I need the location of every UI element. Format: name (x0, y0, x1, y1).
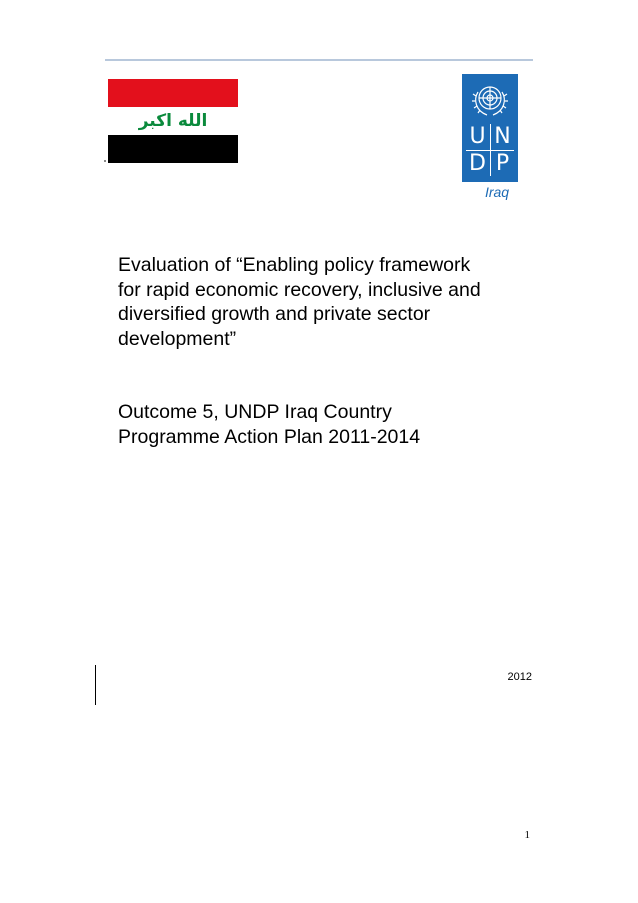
undp-letter-d: D (469, 151, 486, 176)
margin-bar (95, 665, 96, 705)
undp-letter-grid (466, 124, 514, 176)
document-subtitle: Outcome 5, UNDP Iraq Country Programme Action Plan 2011-2014 (118, 401, 421, 448)
publication-year: 2012 (507, 671, 532, 683)
undp-logo-box (462, 74, 518, 182)
document-title: Evaluation of “Enabling policy framework for rapid economic recovery, inclusive and diversified growth and private sector development” (118, 254, 481, 350)
flag-anchor-mark (104, 160, 106, 162)
flag-black-band (108, 135, 238, 163)
flag-red-band (108, 79, 238, 107)
page-number: 1 (524, 829, 530, 841)
flag-white-band (108, 107, 238, 135)
undp-grid-divider-horizontal (466, 150, 514, 151)
undp-logo (462, 74, 518, 200)
undp-letter-n: N (494, 124, 511, 149)
header-rule (105, 59, 533, 61)
undp-letter-p: P (495, 151, 510, 176)
un-emblem-icon (470, 80, 510, 120)
undp-country-label: Iraq (484, 184, 510, 200)
iraq-flag (108, 79, 238, 163)
flag-emblem-text: الله اكبر (138, 110, 208, 131)
undp-letter-u: U (469, 124, 486, 149)
